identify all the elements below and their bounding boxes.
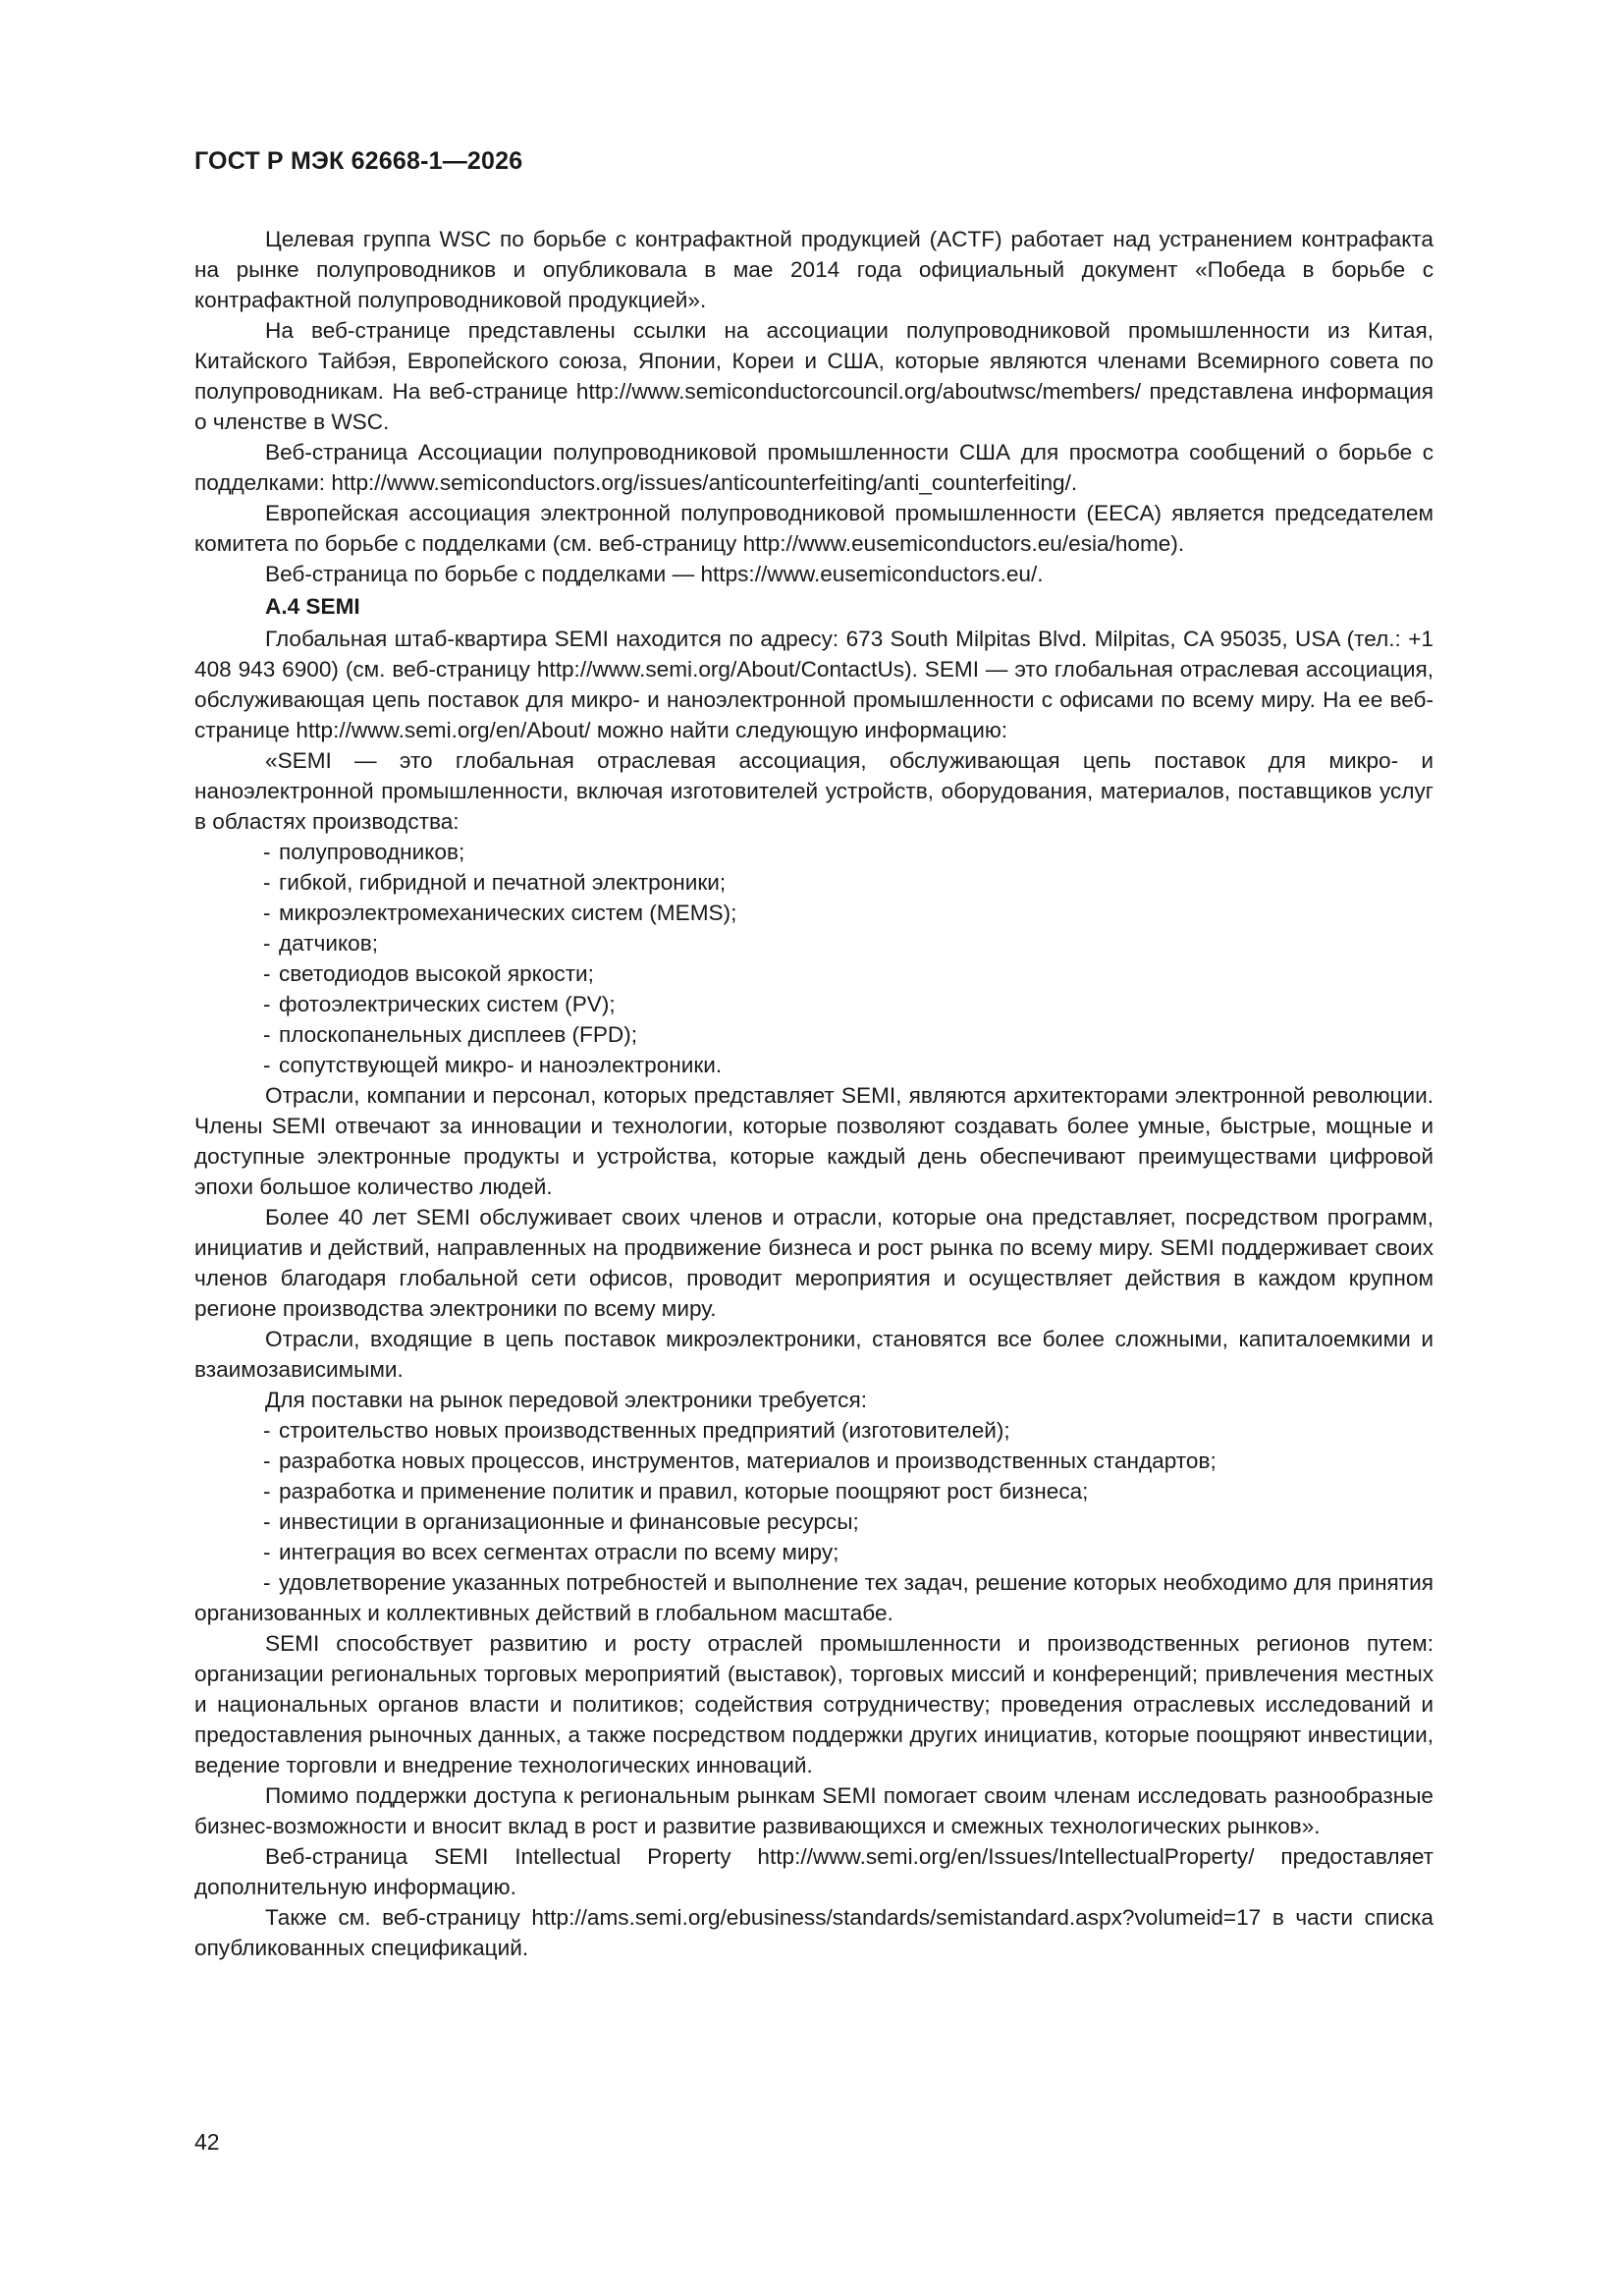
- paragraph-supply-chain: Отрасли, входящие в цепь поставок микроэлектроники, становятся все более сложными, капиталоемкими и взаимозависимыми.: [194, 1327, 1434, 1382]
- list-item: - интеграция во всех сегментах отрасли по всему миру;: [194, 1537, 1434, 1567]
- paragraph-wsc-members: На веб-странице представлены ссылки на ассоциации полупроводниковой промышленности из Китая, Китайского Тайбэя, Европейского союза, Японии, Кореи и США, которые являются членами Всемирного совета по полупроводникам. На веб-странице http://www.semiconductorcouncil.org/aboutwsc/members/ представлена информация о членстве в WSC.: [194, 318, 1434, 434]
- list-item: - полупроводников;: [194, 837, 1434, 867]
- list-item: - гибкой, гибридной и печатной электроники;: [194, 867, 1434, 898]
- list-marker: -: [263, 840, 271, 864]
- paragraph-semi-40-years: Более 40 лет SEMI обслуживает своих членов и отрасли, которые она представляет, посредством программ, инициатив и действий, направленных на продвижение бизнеса и рост рынка по всему миру. SEMI поддерживает своих членов благодаря глобальной сети офисов, проводит мероприятия и осуществляет действия в каждом крупном регионе производства электроники по всему миру.: [194, 1205, 1434, 1321]
- paragraph-sia-usa: Веб-страница Ассоциации полупроводниковой промышленности США для просмотра сообщений о борьбе с подделками: http://www.semiconductors.org/issues/anticounterfeiting/anti_counterfeiting/.: [194, 440, 1434, 495]
- list-item: - датчиков;: [194, 928, 1434, 958]
- paragraph-published-specs: Также см. веб-страницу http://ams.semi.org/ebusiness/standards/semistandard.aspx?volumeid=17 в части списка опубликованных спецификаций.: [194, 1905, 1434, 1960]
- paragraph-eeca: Европейская ассоциация электронной полупроводниковой промышленности (EECA) является председателем комитета по борьбе с подделками (см. веб-страницу http://www.eusemiconductors.eu/esia/home).: [194, 501, 1434, 556]
- list-marker: -: [263, 1540, 271, 1564]
- document-header-id: ГОСТ Р МЭК 62668-1—2026: [194, 147, 523, 175]
- list-item: - микроэлектромеханических систем (MEMS);: [194, 898, 1434, 928]
- list-production-areas: [194, 837, 1434, 1080]
- paragraph-semi-quote-intro: «SEMI — это глобальная отраслевая ассоциация, обслуживающая цепь поставок для микро- и наноэлектронной промышленности, включая изготовителей устройств, оборудования, материалов, поставщиков услуг в областях производства:: [194, 748, 1434, 834]
- list-marker: -: [263, 931, 271, 956]
- list-marker: -: [263, 870, 271, 895]
- list-item: - сопутствующей микро- и наноэлектроники.: [194, 1050, 1434, 1080]
- list-marker: -: [263, 1449, 271, 1473]
- paragraph-regional-markets: Помимо поддержки доступа к региональным рынкам SEMI помогает своим членам исследовать разнообразные бизнес-возможности и вносит вклад в рост и развитие развивающихся и смежных технологических рынков».: [194, 1783, 1434, 1838]
- list-requirements: [194, 1415, 1434, 1628]
- list-item: - строительство новых производственных предприятий (изготовителей);: [194, 1415, 1434, 1446]
- list-item: - фотоэлектрических систем (PV);: [194, 989, 1434, 1019]
- document-body: [194, 224, 1434, 1963]
- paragraph-actf: Целевая группа WSC по борьбе с контрафактной продукцией (ACTF) работает над устранением контрафакта на рынке полупроводников и опубликовала в мае 2014 года официальный документ «Победа в борьбе с контрафактной полупроводниковой продукцией».: [194, 227, 1434, 312]
- list-item: - удовлетворение указанных потребностей и выполнение тех задач, решение которых необходимо для принятия организованных и коллективных действий в глобальном масштабе.: [194, 1567, 1434, 1628]
- list-marker: -: [263, 1570, 271, 1595]
- section-title-semi: A.4 SEMI: [265, 594, 360, 619]
- list-marker: -: [263, 1479, 271, 1503]
- paragraph-semi-hq: Глобальная штаб-квартира SEMI находится по адресу: 673 South Milpitas Blvd. Milpitas, CA 95035, USA (тел.: +1 408 943 6900) (см. веб-страницу http://www.semi.org/About/ContactUs). SEMI — это глобальная отраслевая ассоциация, обслуживающая цепь поставок для микро- и наноэлектронной промышленности с офисами по всему миру. На ее веб-странице http://www.semi.org/en/About/ можно найти следующую информацию:: [194, 627, 1434, 742]
- paragraph-semi-development: SEMI способствует развитию и росту отраслей промышленности и производственных регионов путем: организации региональных торговых мероприятий (выставок), торговых миссий и конференций; привлечения местных и национальных органов власти и политиков; содействия сотрудничеству; проведения отраслевых исследований и предоставления рыночных данных, а также посредством поддержки других инициатив, которые поощряют инвестиции, ведение торговли и внедрение технологических инноваций.: [194, 1631, 1434, 1777]
- list-item: - инвестиции в организационные и финансовые ресурсы;: [194, 1506, 1434, 1537]
- paragraph-semi-industries: Отрасли, компании и персонал, которых представляет SEMI, являются архитекторами электронной революции. Члены SEMI отвечают за инновации и технологии, которые позволяют создавать более умные, быстрые, мощные и доступные электронные продукты и устройства, которые каждый день обеспечивают преимуществами цифровой эпохи большое количество людей.: [194, 1083, 1434, 1199]
- list-marker: -: [263, 901, 271, 925]
- page-number: 42: [194, 2129, 220, 2155]
- list-item: - плоскопанельных дисплеев (FPD);: [194, 1019, 1434, 1050]
- paragraph-anticounterfeit-page: Веб-страница по борьбе с подделками — https://www.eusemiconductors.eu/.: [265, 562, 1044, 586]
- list-item: - разработка новых процессов, инструментов, материалов и производственных стандартов;: [194, 1446, 1434, 1476]
- paragraph-requirements-intro: Для поставки на рынок передовой электроники требуется:: [265, 1388, 867, 1412]
- list-marker: -: [263, 1418, 271, 1443]
- list-marker: -: [263, 1053, 271, 1077]
- list-marker: -: [263, 992, 271, 1016]
- list-marker: -: [263, 961, 271, 986]
- list-item: - разработка и применение политик и правил, которые поощряют рост бизнеса;: [194, 1476, 1434, 1506]
- paragraph-intellectual-property: Веб-страница SEMI Intellectual Property http://www.semi.org/en/Issues/IntellectualProperty/ предоставляет дополнительную информацию.: [194, 1844, 1434, 1899]
- list-marker: -: [263, 1022, 271, 1047]
- list-item: - светодиодов высокой яркости;: [194, 958, 1434, 989]
- list-marker: -: [263, 1509, 271, 1534]
